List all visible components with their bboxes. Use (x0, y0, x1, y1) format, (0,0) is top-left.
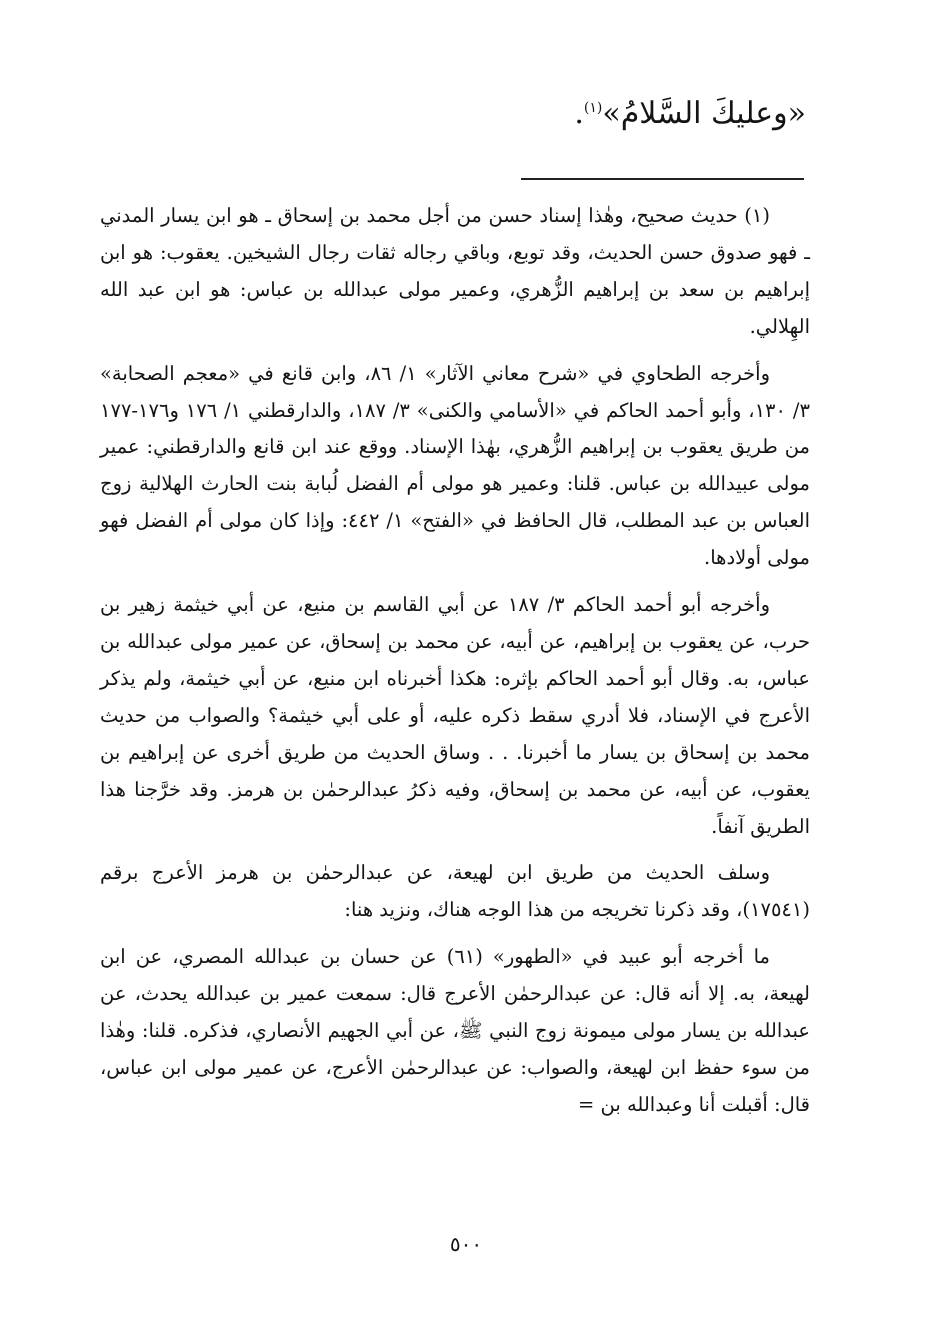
footnote-reference: (١) (583, 100, 603, 116)
footnote-paragraph: ما أخرجه أبو عبيد في «الطهور» (٦١) عن حسان بن عبدالله المصري، عن ابن لهيعة، به. إلا أنه قال: عن عبدالرحمٰن الأعرج قال: سمعت عمير بن عبدالله يحدث، عن عبدالله بن يسار مولى ميمونة زوج النبي ﷺ، عن أبي الجهيم الأنصاري، فذكره. قلنا: وهٰذا من سوء حفظ ابن لهيعة، والصواب: عن عبدالرحمٰن الأعرج، عن عمير مولى ابن عباس، قال: أقبلت أنا وعبدالله بن = (100, 945, 811, 1116)
main-text: «وعليكَ السَّلامُ» (602, 96, 806, 131)
footnote-separator (521, 178, 804, 180)
page-number: ٥٠٠ (449, 1232, 483, 1256)
footnote-paragraph: وأخرجه أبو أحمد الحاكم ٣/ ١٨٧ عن أبي القاسم بن منيع، عن أبي خيثمة زهير بن حرب، عن يعقوب بن إبراهيم، عن أبيه، عن محمد بن إسحاق، عن عمير مولى عبدالله بن عباس، به. وقال أبو أحمد الحاكم بإثره: هكذا أخبرناه ابن منيع، عن أبي خيثمة، ولم يذكر الأعرج في الإسناد، فلا أدري سقط ذكره عليه، أو على أبي خيثمة؟ والصواب من حديث محمد بن إسحاق بن يسار ما أخبرنا. . . وساق الحديث من طريق أخرى عن إبراهيم بن يعقوب، عن أبيه، عن محمد بن إسحاق، وفيه ذكرُ عبدالرحمٰن بن هرمز. وقد خرَّجنا هذا الطريق آنفاً. (100, 593, 810, 838)
footnotes-block (100, 198, 810, 1134)
footnote-paragraph: (١) حديث صحيح، وهٰذا إسناد حسن من أجل محمد بن إسحاق ـ هو ابن يسار المدني ـ فهو صدوق حسن الحديث، وقد توبع، وباقي رجاله ثقات رجال الشيخين. يعقوب: هو ابن إبراهيم بن سعد بن إبراهيم الزُّهري، وعمير مولى عبدالله بن عباس: هو ابن عبد الله الهِلالي. (100, 204, 810, 338)
footnote-paragraph: وسلف الحديث من طريق ابن لهيعة، عن عبدالرحمٰن بن هرمز الأعرج برقم (١٧٥٤١)، وقد ذكرنا تخريجه من هذا الوجه هناك، ونزيد هنا: (100, 861, 810, 922)
main-text-line (574, 88, 806, 134)
main-text-period: . (574, 96, 584, 131)
footnote-paragraph: وأخرجه الطحاوي في «شرح معاني الآثار» ١/ ٨٦، وابن قانع في «معجم الصحابة» ٣/ ١٣٠، وأبو أحمد الحاكم في «الأسامي والكنى» ٣/ ١٨٧، والدارقطني ١/ ١٧٦ و١٧٦-١٧٧ من طريق يعقوب بن إبراهيم الزُّهري، بهٰذا الإسناد. ووقع عند ابن قانع والدارقطني: عمير مولى عبيدالله بن عباس. قلنا: وعمير هو مولى أم الفضل لُبابة بنت الحارث الهلالية زوج العباس بن عبد المطلب، قال الحافظ في «الفتح» ١/ ٤٤٢: وإذا كان مولى أم الفضل فهو مولى أولادها. (100, 361, 810, 570)
